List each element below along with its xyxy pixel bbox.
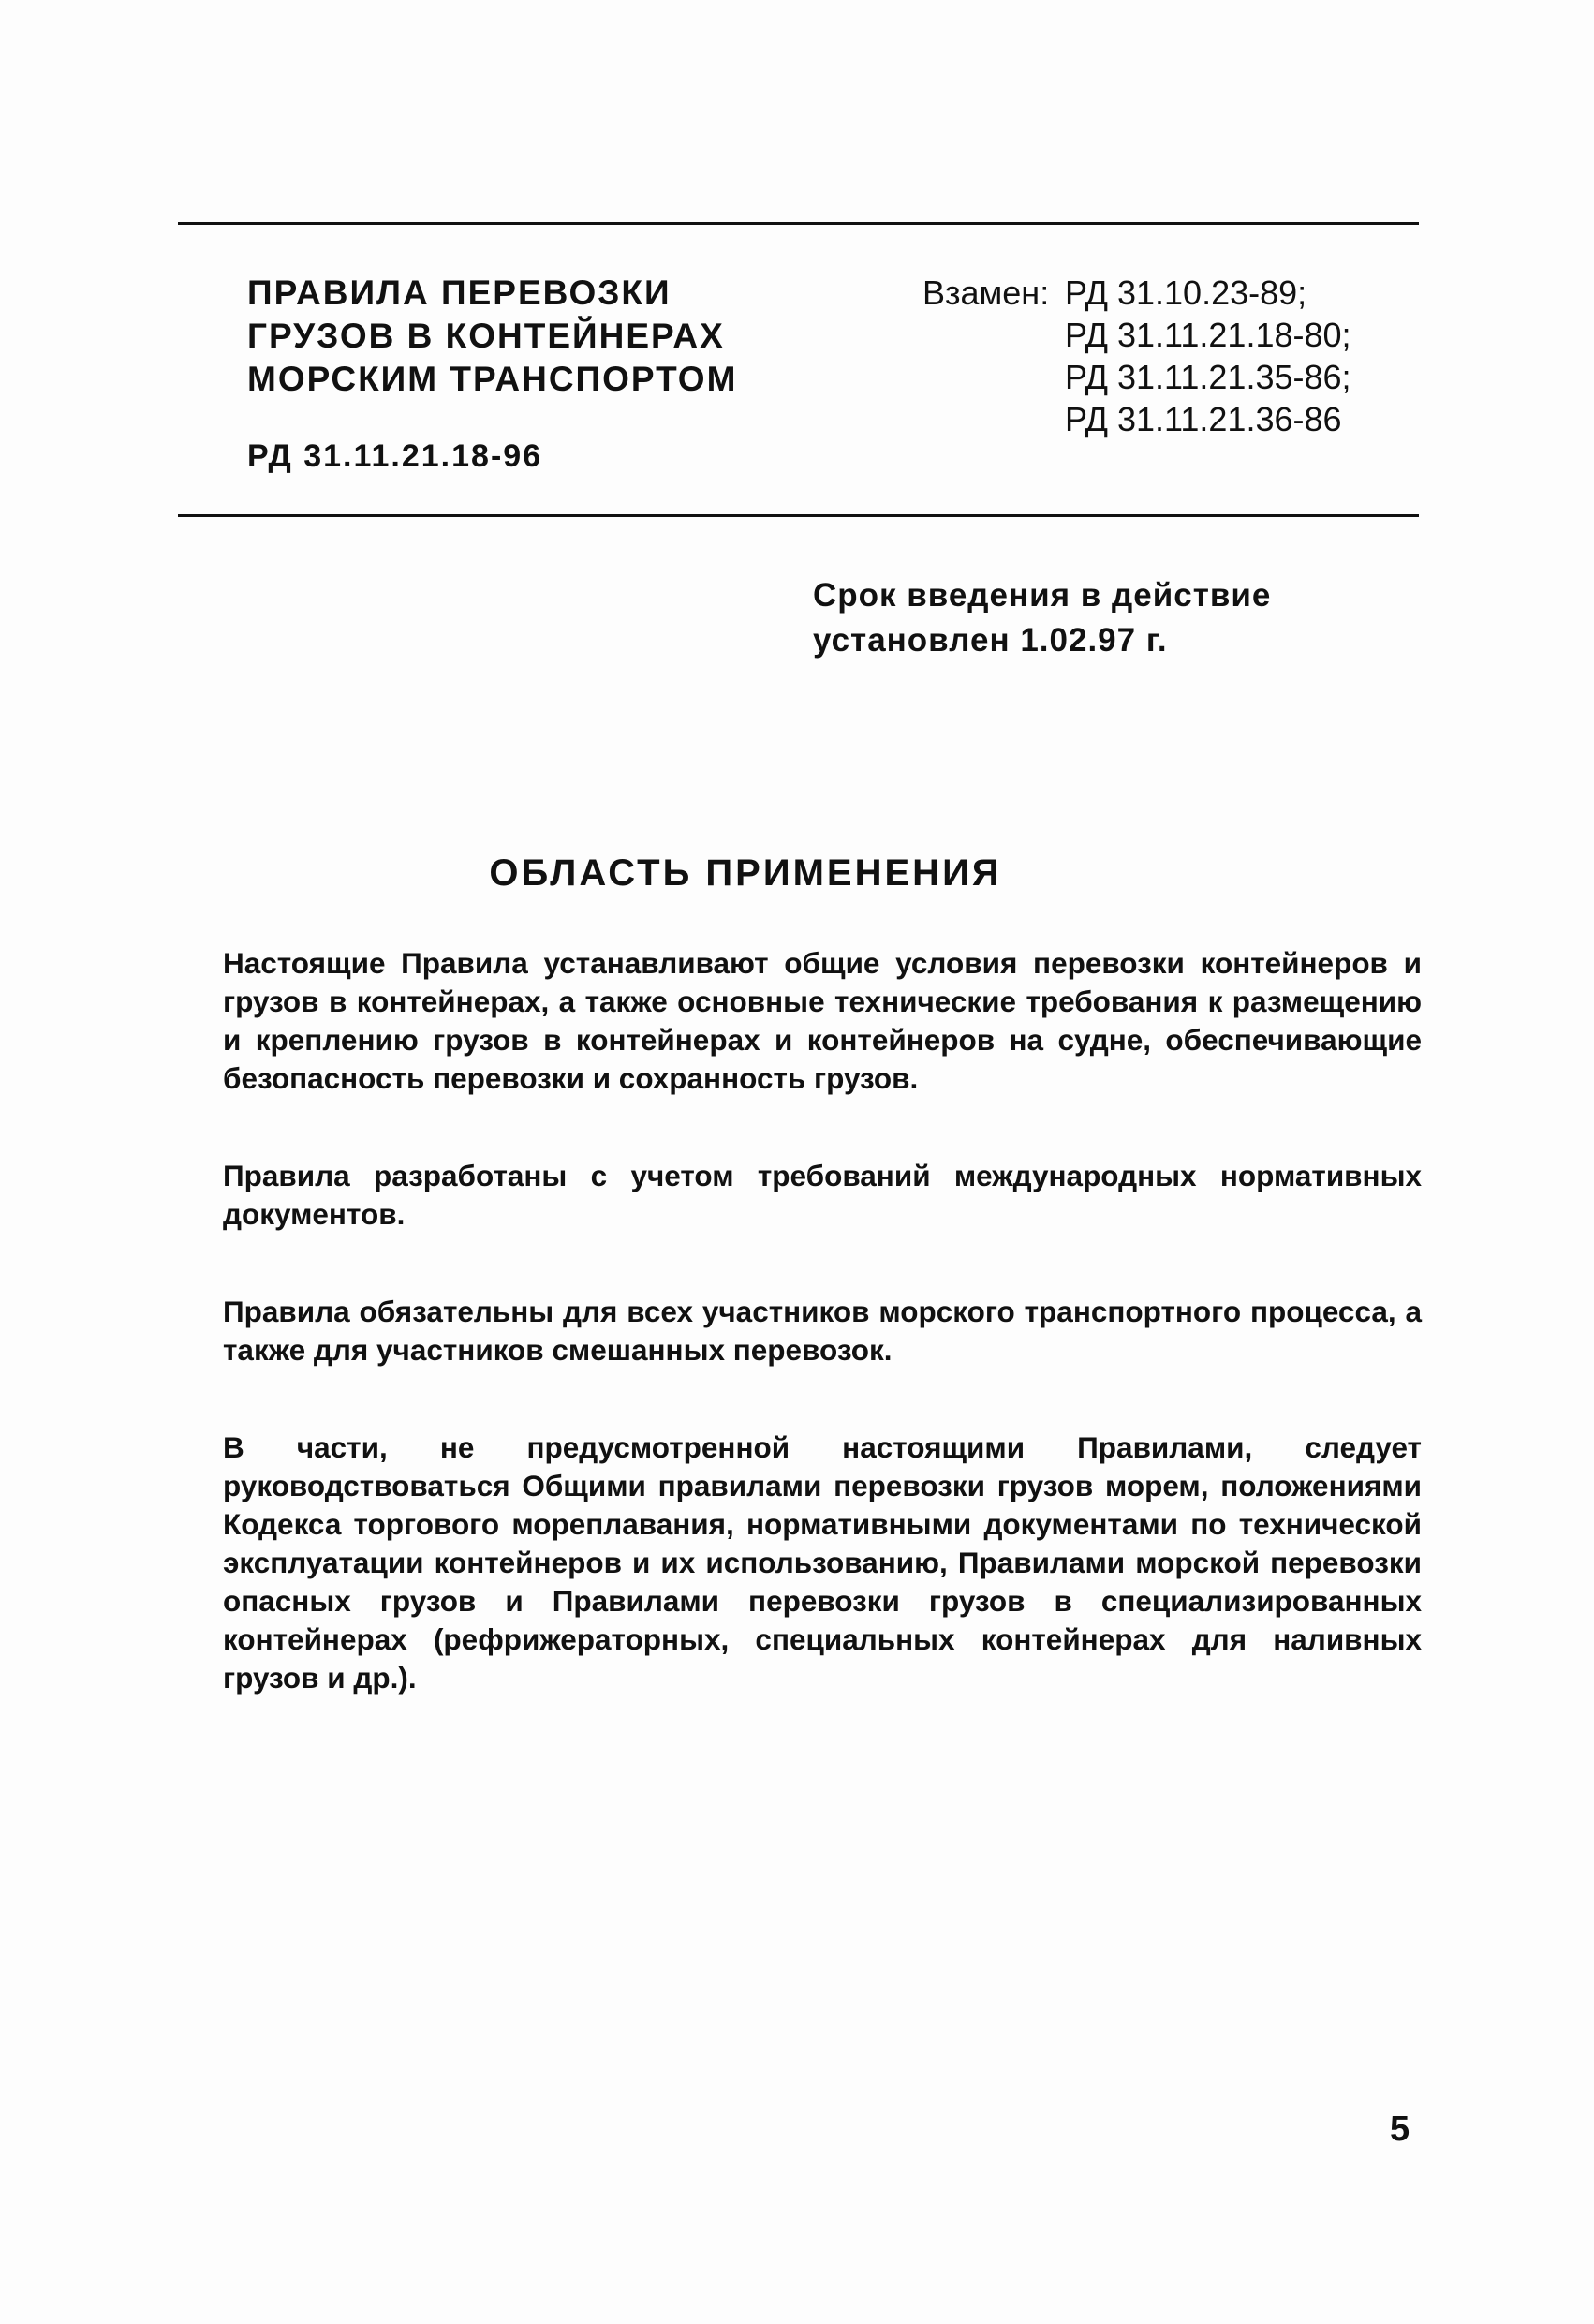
- header-bottom-rule: [178, 514, 1419, 517]
- title-line-1: ПРАВИЛА ПЕРЕВОЗКИ: [247, 274, 672, 312]
- paragraph-3: Правила обязательны для всех участников морского транспортного процесса, а также для участников смешанных перевозок.: [223, 1295, 1422, 1367]
- section-body: [223, 944, 1422, 1756]
- replaced-code-3: РД 31.11.21.35-86;: [1065, 358, 1351, 396]
- title-line-3: МОРСКИМ ТРАНСПОРТОМ: [247, 360, 738, 398]
- effective-line-1: Срок введения в действие: [813, 577, 1272, 614]
- header-top-rule: [178, 222, 1419, 225]
- replaced-code-1: РД 31.10.23-89;: [1065, 274, 1307, 312]
- page-number: 5: [1390, 2109, 1410, 2149]
- section-heading: ОБЛАСТЬ ПРИМЕНЕНИЯ: [489, 852, 1002, 894]
- replaced-code-2: РД 31.11.21.18-80;: [1065, 316, 1351, 354]
- paragraph-4: В части, не предусмотренной настоящими Правилами, следует руководствоваться Общими правилами перевозки грузов морем, положениями Кодекса торгового мореплавания, нормативными документами по технической эксплуатации контейнеров и их использованию, Правилами морской перевозки опасных грузов и Правилами перевозки грузов в специализированных контейнерах (рефрижераторных, специальных контейнерах для наливных грузов и др.).: [223, 1430, 1422, 1695]
- paragraph-2: Правила разработаны с учетом требований международных нормативных документов.: [223, 1159, 1422, 1231]
- replaced-code-4: РД 31.11.21.36-86: [1065, 400, 1342, 438]
- paragraph-1: Настоящие Правила устанавливают общие условия перевозки контейнеров и грузов в контейнерах, а также основные технические требования к размещению и креплению грузов в контейнерах и контейнеров на судне, обеспечивающие безопасность перевозки и сохранность грузов.: [223, 946, 1422, 1095]
- effective-line-2: установлен 1.02.97 г.: [813, 622, 1168, 659]
- title-line-2: ГРУЗОВ В КОНТЕЙНЕРАХ: [247, 317, 725, 355]
- effective-date-block: [813, 573, 1271, 663]
- replaces-label: Взамен:: [922, 274, 1050, 312]
- replaces-block: [922, 272, 1351, 440]
- document-title: [247, 272, 737, 401]
- document-code: РД 31.11.21.18-96: [247, 438, 543, 474]
